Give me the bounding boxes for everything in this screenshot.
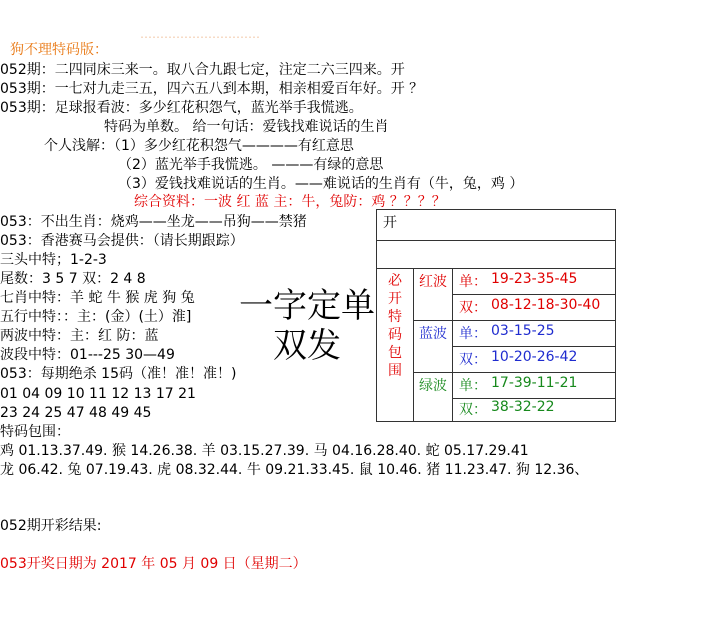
side-label	[377, 268, 414, 421]
blue-single-row	[453, 320, 615, 347]
line-zonghe: 综合资料：一波 红 蓝 主：牛，兔防：鸡 ？？？？	[134, 194, 446, 210]
green-double-row	[453, 396, 615, 422]
row-value: 10-20-26-42	[491, 349, 578, 365]
prediction-box	[376, 209, 616, 422]
line-nums2: 23 24 25 47 48 49 45	[0, 405, 152, 421]
side-char: 开	[388, 291, 402, 307]
brand-title: 狗不理特码版：	[10, 42, 108, 58]
box-open-label: 开	[383, 215, 397, 231]
line-zodiac2: 龙 06.42. 兔 07.19.43. 虎 08.32.44. 牛 09.21.33.45. 鼠 10.46. 猪 11.23.47. 狗 12.36、	[0, 462, 589, 478]
side-char: 特	[388, 309, 402, 325]
row-value: 17-39-11-21	[491, 375, 578, 391]
line-nums1: 01 04 09 10 11 12 13 17 21	[0, 386, 196, 402]
line-geren: 个人浅解：（1）多少红花积怨气————有红意思	[44, 138, 354, 154]
row-value: 38-32-22	[491, 399, 555, 415]
blue-wave-text: 蓝波	[419, 326, 447, 342]
row-key: 单：	[459, 274, 487, 290]
line-wuxing: 五行中特：：主：(金）(土）淮]	[0, 309, 192, 325]
faint-header: …………………………	[140, 27, 260, 41]
divider	[377, 240, 615, 241]
line-qishou: 七肖中特：羊 蛇 牛 猴 虎 狗 兔	[0, 290, 195, 306]
line-xianggang: 053：香港赛马会提供：（请长期跟踪）	[0, 233, 244, 249]
big-slogan: 一字定单双发	[239, 286, 375, 366]
row-value: 08-12-18-30-40	[491, 297, 601, 313]
line-result052: 052期开彩结果:	[0, 518, 102, 534]
line-zodiac1: 鸡 01.13.37.49. 猴 14.26.38. 羊 03.15.27.39. 马 04.16.28.40. 蛇 05.17.29.41	[0, 443, 529, 459]
side-char: 包	[388, 345, 402, 361]
row-key: 双：	[459, 352, 487, 368]
red-double-row	[453, 294, 615, 321]
red-wave-text: 红波	[419, 274, 447, 290]
line-boduan: 波段中特：01---25 30—49	[0, 347, 175, 363]
side-char: 必	[388, 273, 402, 289]
row-key: 单：	[459, 326, 487, 342]
row-key: 双：	[459, 300, 487, 316]
green-wave-label	[414, 372, 453, 422]
green-wave-text: 绿波	[419, 378, 447, 394]
line-meiqi: 053：每期绝杀 15码（准！准！准！)	[0, 366, 237, 382]
row-key: 双：	[459, 402, 487, 418]
line-053-football: 053期：足球报看波：多少红花积怨气，蓝光举手我慌逃。	[0, 100, 363, 116]
line-baowei-title: 特码包围：	[0, 424, 70, 440]
line-052-riddle: 052期：二四同床三来一。取八合九跟七定，注定二六三四来。开	[0, 62, 405, 78]
line-jie3: （3）爱钱找难说话的生肖。——难说话的生肖有（牛，兔，鸡 ）	[118, 176, 524, 192]
side-char: 码	[388, 327, 402, 343]
line-santou: 三头中特；1-2-3	[0, 252, 107, 268]
line-tema: 特码为单数。 给一句话：爱钱找难说话的生肖	[104, 119, 389, 135]
line-kaijiang: 053开奖日期为 2017 年 05 月 09 日（星期二）	[0, 556, 307, 572]
row-value: 19-23-35-45	[491, 271, 578, 287]
blue-wave-label	[414, 320, 453, 373]
blue-double-row	[453, 346, 615, 373]
red-single-row	[453, 268, 615, 295]
side-char: 围	[388, 363, 402, 379]
line-buchu: 053：不出生肖：烧鸡——坐龙——吊狗——禁猪	[0, 214, 307, 230]
line-053-riddle: 053期：一七对九走三五，四六五八到本期，相亲相爱百年好。开 ？	[0, 81, 424, 97]
line-jie2: （2）蓝光举手我慌逃。 ———有绿的意思	[118, 157, 384, 173]
row-key: 单：	[459, 378, 487, 394]
line-liangbo: 两波中特：主：红 防：蓝	[0, 328, 159, 344]
green-single-row	[453, 372, 615, 399]
row-value: 03-15-25	[491, 323, 555, 339]
red-wave-label	[414, 268, 453, 321]
line-weishu: 尾数：3 5 7 双：2 4 8	[0, 271, 146, 287]
